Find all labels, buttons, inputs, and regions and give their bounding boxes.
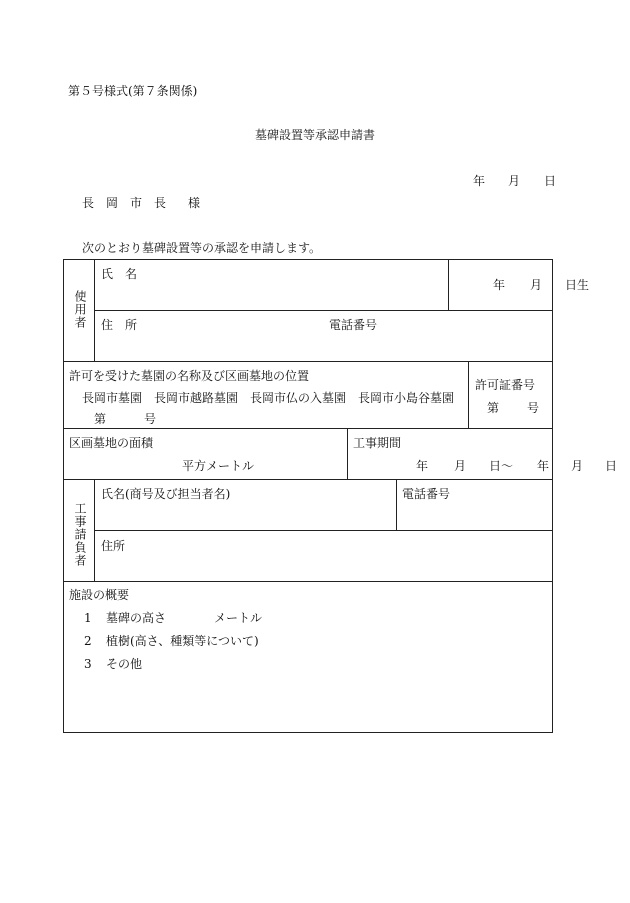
period-start-year: 年 bbox=[416, 459, 429, 473]
user-section-label-cell bbox=[64, 260, 95, 362]
addressee-honorific: 様 bbox=[188, 196, 201, 210]
period-start-day: 日～ bbox=[489, 459, 514, 473]
date-day: 日 bbox=[544, 174, 557, 188]
facility-item-3-text: その他 bbox=[106, 657, 143, 671]
construction-period-cell[interactable] bbox=[348, 429, 618, 480]
contractor-section-label: 工事請負者 bbox=[73, 502, 87, 567]
permit-number-label: 許可証番号 bbox=[475, 378, 536, 392]
cemetery-location-cell[interactable] bbox=[64, 362, 469, 429]
plot-number-suffix: 号 bbox=[144, 412, 157, 426]
contractor-phone-label: 電話番号 bbox=[402, 487, 451, 501]
date-month: 月 bbox=[508, 174, 521, 188]
user-name-cell[interactable] bbox=[95, 260, 449, 311]
addressee-name: 長 岡 市 長 bbox=[82, 196, 167, 210]
period-end-year: 年 bbox=[537, 459, 550, 473]
facility-summary-cell[interactable] bbox=[64, 582, 553, 733]
permit-number-prefix: 第 bbox=[487, 401, 500, 415]
user-birthdate-cell[interactable] bbox=[449, 260, 590, 311]
facility-item-1-num: 1 bbox=[84, 611, 92, 625]
construction-period-label: 工事期間 bbox=[353, 436, 402, 450]
period-start-month: 月 bbox=[454, 459, 467, 473]
cemetery-option-1[interactable]: 長岡市墓園 bbox=[82, 391, 143, 405]
facility-item-2-text: 植樹(高さ、種類等について) bbox=[106, 634, 259, 648]
form-number: 第５号様式(第７条関係) bbox=[68, 84, 198, 98]
period-end-day: 日 bbox=[605, 459, 618, 473]
intro-text: 次のとおり墓碑設置等の承認を申請します。 bbox=[82, 241, 322, 255]
cemetery-option-2[interactable]: 長岡市越路墓園 bbox=[154, 391, 239, 405]
document-title: 墓碑設置等承認申請書 bbox=[255, 128, 376, 142]
contractor-address-cell[interactable] bbox=[95, 531, 553, 582]
cemetery-option-3[interactable]: 長岡市仏の入墓園 bbox=[250, 391, 347, 405]
plot-number-prefix: 第 bbox=[94, 412, 107, 426]
period-end-month: 月 bbox=[571, 459, 584, 473]
contractor-name-label: 氏名(商号及び担当者名) bbox=[101, 487, 231, 501]
user-section-label: 使用者 bbox=[73, 290, 87, 329]
birth-year: 年 bbox=[493, 278, 506, 292]
plot-area-cell[interactable] bbox=[64, 429, 348, 480]
application-form-table bbox=[63, 259, 618, 733]
plot-area-unit: 平方メートル bbox=[182, 459, 255, 473]
birth-month: 月 bbox=[530, 278, 543, 292]
user-phone-label: 電話番号 bbox=[329, 318, 378, 332]
plot-area-label: 区画墓地の面積 bbox=[69, 436, 154, 450]
permit-number-cell[interactable] bbox=[469, 362, 553, 429]
contractor-name-cell[interactable] bbox=[95, 480, 397, 531]
user-name-label: 氏 名 bbox=[101, 267, 138, 281]
user-address-label: 住 所 bbox=[101, 318, 138, 332]
contractor-section-label-cell bbox=[64, 480, 95, 582]
date-year: 年 bbox=[473, 174, 486, 188]
cemetery-heading: 許可を受けた墓園の名称及び区画墓地の位置 bbox=[69, 369, 310, 383]
contractor-address-label: 住所 bbox=[101, 539, 126, 553]
facility-heading: 施設の概要 bbox=[69, 588, 130, 602]
cemetery-option-4[interactable]: 長岡市小島谷墓園 bbox=[358, 391, 455, 405]
facility-item-3-num: 3 bbox=[84, 657, 92, 671]
contractor-phone-cell[interactable] bbox=[397, 480, 553, 531]
permit-number-suffix: 号 bbox=[527, 401, 540, 415]
facility-item-1-unit: メートル bbox=[214, 611, 263, 625]
facility-item-1-text: 墓碑の高さ bbox=[106, 611, 167, 625]
facility-item-2-num: 2 bbox=[84, 634, 92, 648]
user-address-cell[interactable] bbox=[95, 311, 553, 362]
birth-day: 日生 bbox=[565, 278, 590, 292]
